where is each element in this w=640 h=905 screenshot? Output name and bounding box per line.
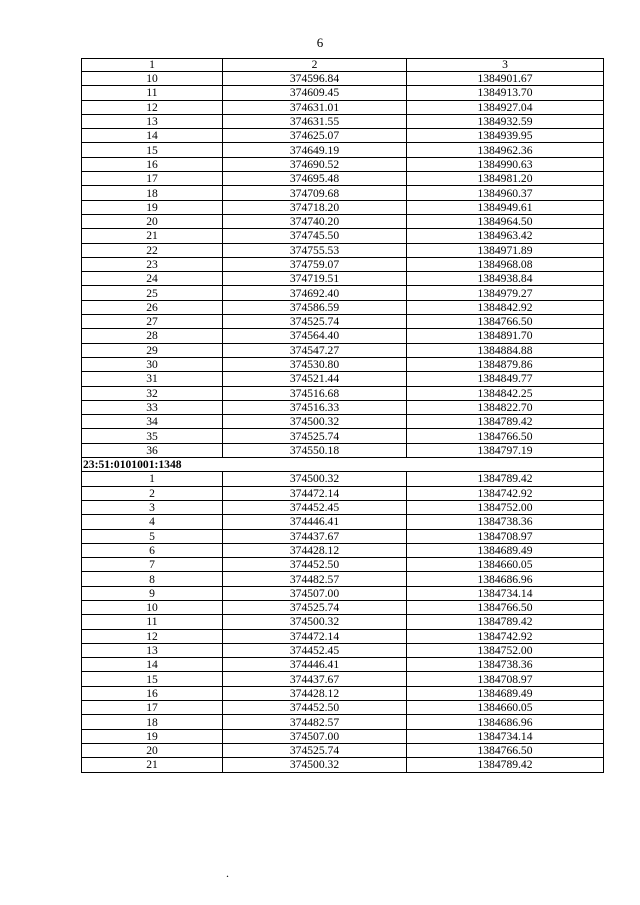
x-coordinate-cell: 374472.14: [223, 486, 407, 500]
point-number-cell: 22: [82, 243, 223, 257]
y-coordinate-cell: 1384913.70: [407, 86, 604, 100]
x-coordinate-cell: 374718.20: [223, 200, 407, 214]
point-number-cell: 24: [82, 272, 223, 286]
x-coordinate-cell: 374500.32: [223, 758, 407, 772]
table-row: [82, 658, 604, 672]
y-coordinate-cell: 1384708.97: [407, 529, 604, 543]
x-coordinate-cell: 374521.44: [223, 372, 407, 386]
y-coordinate-cell: 1384660.05: [407, 558, 604, 572]
point-number-cell: 26: [82, 300, 223, 314]
point-number-cell: 36: [82, 443, 223, 457]
point-number-cell: 8: [82, 572, 223, 586]
y-coordinate-cell: 1384660.05: [407, 701, 604, 715]
y-coordinate-cell: 1384752.00: [407, 643, 604, 657]
y-coordinate-cell: 1384742.92: [407, 629, 604, 643]
table-row: [82, 715, 604, 729]
table-row: [82, 214, 604, 228]
x-coordinate-cell: 374452.45: [223, 500, 407, 514]
point-number-cell: 13: [82, 114, 223, 128]
y-coordinate-cell: 1384734.14: [407, 729, 604, 743]
x-coordinate-cell: 374596.84: [223, 72, 407, 86]
x-coordinate-cell: 374500.32: [223, 472, 407, 486]
table-row: [82, 343, 604, 357]
table-row: [82, 86, 604, 100]
section-row: [82, 458, 604, 472]
point-number-cell: 12: [82, 629, 223, 643]
y-coordinate-cell: 1384842.25: [407, 386, 604, 400]
point-number-cell: 15: [82, 143, 223, 157]
point-number-cell: 3: [82, 500, 223, 514]
point-number-cell: 35: [82, 429, 223, 443]
y-coordinate-cell: 1384990.63: [407, 157, 604, 171]
table-row: [82, 100, 604, 114]
point-number-cell: 18: [82, 186, 223, 200]
table-row: [82, 200, 604, 214]
x-coordinate-cell: 374631.01: [223, 100, 407, 114]
x-coordinate-cell: 374609.45: [223, 86, 407, 100]
point-number-cell: 29: [82, 343, 223, 357]
y-coordinate-cell: 1384797.19: [407, 443, 604, 457]
x-coordinate-cell: 374690.52: [223, 157, 407, 171]
x-coordinate-cell: 374507.00: [223, 729, 407, 743]
table-row: [82, 143, 604, 157]
x-coordinate-cell: 374428.12: [223, 543, 407, 557]
x-coordinate-cell: 374516.68: [223, 386, 407, 400]
x-coordinate-cell: 374547.27: [223, 343, 407, 357]
x-coordinate-cell: 374709.68: [223, 186, 407, 200]
table-row: [82, 500, 604, 514]
point-number-cell: 19: [82, 200, 223, 214]
table-row: [82, 272, 604, 286]
point-number-cell: 17: [82, 172, 223, 186]
y-coordinate-cell: 1384979.27: [407, 286, 604, 300]
y-coordinate-cell: 1384964.50: [407, 214, 604, 228]
table-row: [82, 129, 604, 143]
x-coordinate-cell: 374500.32: [223, 415, 407, 429]
y-coordinate-cell: 1384686.96: [407, 715, 604, 729]
footer-mark: .: [226, 866, 229, 880]
table-row: [82, 300, 604, 314]
table-row: [82, 472, 604, 486]
table-row: [82, 329, 604, 343]
table-row: [82, 558, 604, 572]
y-coordinate-cell: 1384901.67: [407, 72, 604, 86]
x-coordinate-cell: 374428.12: [223, 686, 407, 700]
point-number-cell: 33: [82, 400, 223, 414]
x-coordinate-cell: 374525.74: [223, 600, 407, 614]
y-coordinate-cell: 1384766.50: [407, 429, 604, 443]
x-coordinate-cell: 374452.45: [223, 643, 407, 657]
y-coordinate-cell: 1384960.37: [407, 186, 604, 200]
x-coordinate-cell: 374695.48: [223, 172, 407, 186]
x-coordinate-cell: 374446.41: [223, 515, 407, 529]
y-coordinate-cell: 1384789.42: [407, 472, 604, 486]
x-coordinate-cell: 374446.41: [223, 658, 407, 672]
table-row: [82, 529, 604, 543]
table-row: [82, 357, 604, 371]
point-number-cell: 13: [82, 643, 223, 657]
cadastral-number-label: 23:51:0101001:1348: [82, 458, 604, 472]
y-coordinate-cell: 1384939.95: [407, 129, 604, 143]
table-row: [82, 686, 604, 700]
point-number-cell: 7: [82, 558, 223, 572]
x-coordinate-cell: 374482.57: [223, 572, 407, 586]
table-body: [82, 59, 604, 773]
y-coordinate-cell: 1384752.00: [407, 500, 604, 514]
x-coordinate-cell: 374740.20: [223, 214, 407, 228]
page-number: 6: [316, 35, 324, 50]
point-number-cell: 17: [82, 701, 223, 715]
table-row: [82, 701, 604, 715]
table-row: [82, 758, 604, 772]
table-row: [82, 486, 604, 500]
x-coordinate-cell: 374759.07: [223, 257, 407, 271]
point-number-cell: 31: [82, 372, 223, 386]
x-coordinate-cell: 374525.74: [223, 315, 407, 329]
table-row: [82, 429, 604, 443]
table-row: [82, 443, 604, 457]
table-row: [82, 186, 604, 200]
y-coordinate-cell: 1384789.42: [407, 615, 604, 629]
point-number-cell: 11: [82, 86, 223, 100]
x-coordinate-cell: 374719.51: [223, 272, 407, 286]
point-number-cell: 21: [82, 758, 223, 772]
table-row: [82, 629, 604, 643]
point-number-cell: 14: [82, 658, 223, 672]
x-coordinate-cell: 374472.14: [223, 629, 407, 643]
y-coordinate-cell: 1384766.50: [407, 600, 604, 614]
y-coordinate-cell: 1384738.36: [407, 515, 604, 529]
y-coordinate-cell: 1384689.49: [407, 543, 604, 557]
table-row: [82, 743, 604, 757]
y-coordinate-cell: 1384842.92: [407, 300, 604, 314]
y-coordinate-cell: 1384766.50: [407, 743, 604, 757]
point-number-cell: 6: [82, 543, 223, 557]
point-number-cell: 23: [82, 257, 223, 271]
x-coordinate-cell: 374482.57: [223, 715, 407, 729]
x-coordinate-cell: 374530.80: [223, 357, 407, 371]
table-row: [82, 672, 604, 686]
point-number-cell: 10: [82, 72, 223, 86]
y-coordinate-cell: 1384738.36: [407, 658, 604, 672]
point-number-cell: 25: [82, 286, 223, 300]
x-coordinate-cell: 374452.50: [223, 558, 407, 572]
point-number-cell: 15: [82, 672, 223, 686]
table-row: [82, 515, 604, 529]
y-coordinate-cell: 1384971.89: [407, 243, 604, 257]
table-row: [82, 172, 604, 186]
point-number-cell: 20: [82, 214, 223, 228]
table-row: [82, 315, 604, 329]
point-number-cell: 20: [82, 743, 223, 757]
y-coordinate-cell: 1384789.42: [407, 415, 604, 429]
point-number-cell: 18: [82, 715, 223, 729]
point-number-cell: 30: [82, 357, 223, 371]
y-coordinate-cell: 1384708.97: [407, 672, 604, 686]
y-coordinate-cell: 1384884.88: [407, 343, 604, 357]
table-row: [82, 400, 604, 414]
table-row: [82, 643, 604, 657]
y-coordinate-cell: 1384949.61: [407, 200, 604, 214]
x-coordinate-cell: 374586.59: [223, 300, 407, 314]
table-row: [82, 114, 604, 128]
y-coordinate-cell: 1384766.50: [407, 315, 604, 329]
table-row: [82, 543, 604, 557]
x-coordinate-cell: 374631.55: [223, 114, 407, 128]
x-coordinate-cell: 374745.50: [223, 229, 407, 243]
y-coordinate-cell: 1384879.86: [407, 357, 604, 371]
x-coordinate-cell: 374692.40: [223, 286, 407, 300]
point-number-cell: 10: [82, 600, 223, 614]
y-coordinate-cell: 1384789.42: [407, 758, 604, 772]
y-coordinate-cell: 1384962.36: [407, 143, 604, 157]
point-number-cell: 1: [82, 472, 223, 486]
table-row: [82, 600, 604, 614]
point-number-cell: 9: [82, 586, 223, 600]
x-coordinate-cell: 374507.00: [223, 586, 407, 600]
table-row: [82, 243, 604, 257]
point-number-cell: 27: [82, 315, 223, 329]
column-header-x: 2: [223, 59, 407, 72]
y-coordinate-cell: 1384742.92: [407, 486, 604, 500]
point-number-cell: 4: [82, 515, 223, 529]
x-coordinate-cell: 374525.74: [223, 743, 407, 757]
point-number-cell: 16: [82, 686, 223, 700]
x-coordinate-cell: 374625.07: [223, 129, 407, 143]
point-number-cell: 32: [82, 386, 223, 400]
table-row: [82, 157, 604, 171]
table-row: [82, 286, 604, 300]
point-number-cell: 14: [82, 129, 223, 143]
y-coordinate-cell: 1384938.84: [407, 272, 604, 286]
y-coordinate-cell: 1384734.14: [407, 586, 604, 600]
x-coordinate-cell: 374550.18: [223, 443, 407, 457]
point-number-cell: 19: [82, 729, 223, 743]
point-number-cell: 21: [82, 229, 223, 243]
y-coordinate-cell: 1384822.70: [407, 400, 604, 414]
point-number-cell: 28: [82, 329, 223, 343]
point-number-cell: 34: [82, 415, 223, 429]
table-row: [82, 386, 604, 400]
x-coordinate-cell: 374437.67: [223, 672, 407, 686]
x-coordinate-cell: 374452.50: [223, 701, 407, 715]
point-number-cell: 5: [82, 529, 223, 543]
y-coordinate-cell: 1384891.70: [407, 329, 604, 343]
point-number-cell: 2: [82, 486, 223, 500]
x-coordinate-cell: 374649.19: [223, 143, 407, 157]
x-coordinate-cell: 374755.53: [223, 243, 407, 257]
table-header-row: [82, 59, 604, 72]
y-coordinate-cell: 1384981.20: [407, 172, 604, 186]
x-coordinate-cell: 374525.74: [223, 429, 407, 443]
column-header-y: 3: [407, 59, 604, 72]
x-coordinate-cell: 374500.32: [223, 615, 407, 629]
table-row: [82, 615, 604, 629]
y-coordinate-cell: 1384927.04: [407, 100, 604, 114]
y-coordinate-cell: 1384689.49: [407, 686, 604, 700]
point-number-cell: 11: [82, 615, 223, 629]
point-number-cell: 12: [82, 100, 223, 114]
table-row: [82, 586, 604, 600]
table-row: [82, 415, 604, 429]
table-row: [82, 572, 604, 586]
x-coordinate-cell: 374516.33: [223, 400, 407, 414]
table-row: [82, 72, 604, 86]
point-number-cell: 16: [82, 157, 223, 171]
table-row: [82, 372, 604, 386]
table-row: [82, 729, 604, 743]
x-coordinate-cell: 374564.40: [223, 329, 407, 343]
column-header-point: 1: [82, 59, 223, 72]
y-coordinate-cell: 1384968.08: [407, 257, 604, 271]
y-coordinate-cell: 1384963.42: [407, 229, 604, 243]
coordinates-table: [81, 58, 604, 773]
table-row: [82, 229, 604, 243]
y-coordinate-cell: 1384686.96: [407, 572, 604, 586]
y-coordinate-cell: 1384932.59: [407, 114, 604, 128]
x-coordinate-cell: 374437.67: [223, 529, 407, 543]
table-row: [82, 257, 604, 271]
y-coordinate-cell: 1384849.77: [407, 372, 604, 386]
